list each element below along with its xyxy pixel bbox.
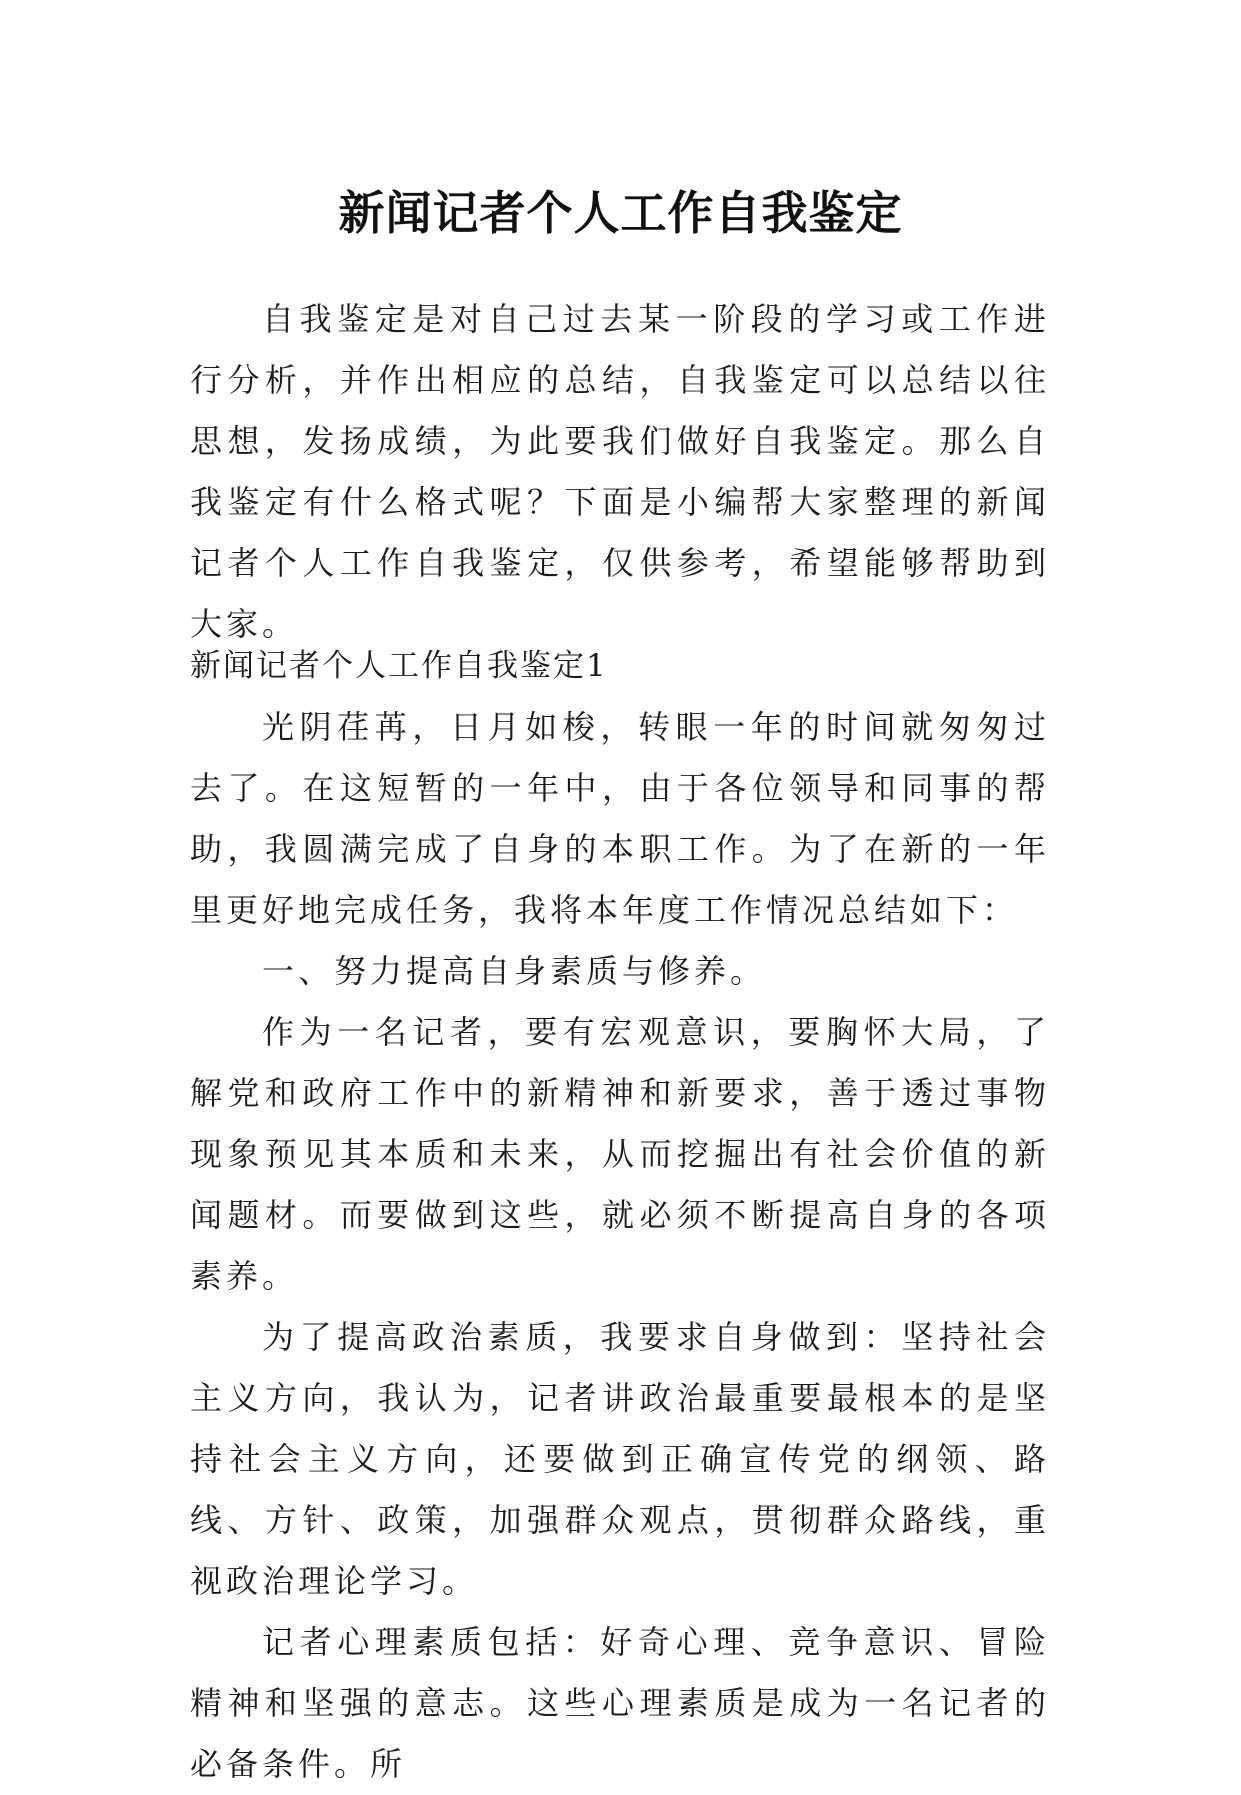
paragraph-5: 记者心理素质包括：好奇心理、竞争意识、冒险精神和坚强的意志。这些心理素质是成为一名记者的必备条件。所 xyxy=(190,1623,1050,1783)
intro-section xyxy=(190,289,1050,655)
intro-paragraph: 自我鉴定是对自己过去某一阶段的学习或工作进行分析，并作出相应的总结，自我鉴定可以总结以往思想，发扬成绩，为此要我们做好自我鉴定。那么自我鉴定有什么格式呢？下面是小编帮大家整理的新闻记者个人工作自我鉴定，仅供参考，希望能够帮助到大家。 xyxy=(190,300,1050,643)
section-heading: 新闻记者个人工作自我鉴定1 xyxy=(190,648,608,684)
paragraph-1: 光阴荏苒，日月如梭，转眼一年的时间就匆匆过去了。在这短暂的一年中，由于各位领导和同事的帮助，我圆满完成了自身的本职工作。为了在新的一年里更好地完成任务，我将本年度工作情况总结如下： xyxy=(190,708,1050,929)
paragraph-3: 作为一名记者，要有宏观意识，要胸怀大局，了解党和政府工作中的新精神和新要求，善于透过事物现象预见其本质和未来，从而挖掘出有社会价值的新闻题材。而要做到这些，就必须不断提高自身的各项素养。 xyxy=(190,1013,1050,1295)
paragraph-4: 为了提高政治素质，我要求自身做到：坚持社会主义方向，我认为，记者讲政治最重要最根本的是坚持社会主义方向，还要做到正确宣传党的纲领、路线、方针、政策，加强群众观点，贯彻群众路线，重视政治理论学习。 xyxy=(190,1318,1050,1600)
document-title: 新闻记者个人工作自我鉴定 xyxy=(338,185,903,240)
section-body xyxy=(190,697,1050,1795)
paragraph-2: 一、努力提高自身素质与修养。 xyxy=(262,952,767,990)
